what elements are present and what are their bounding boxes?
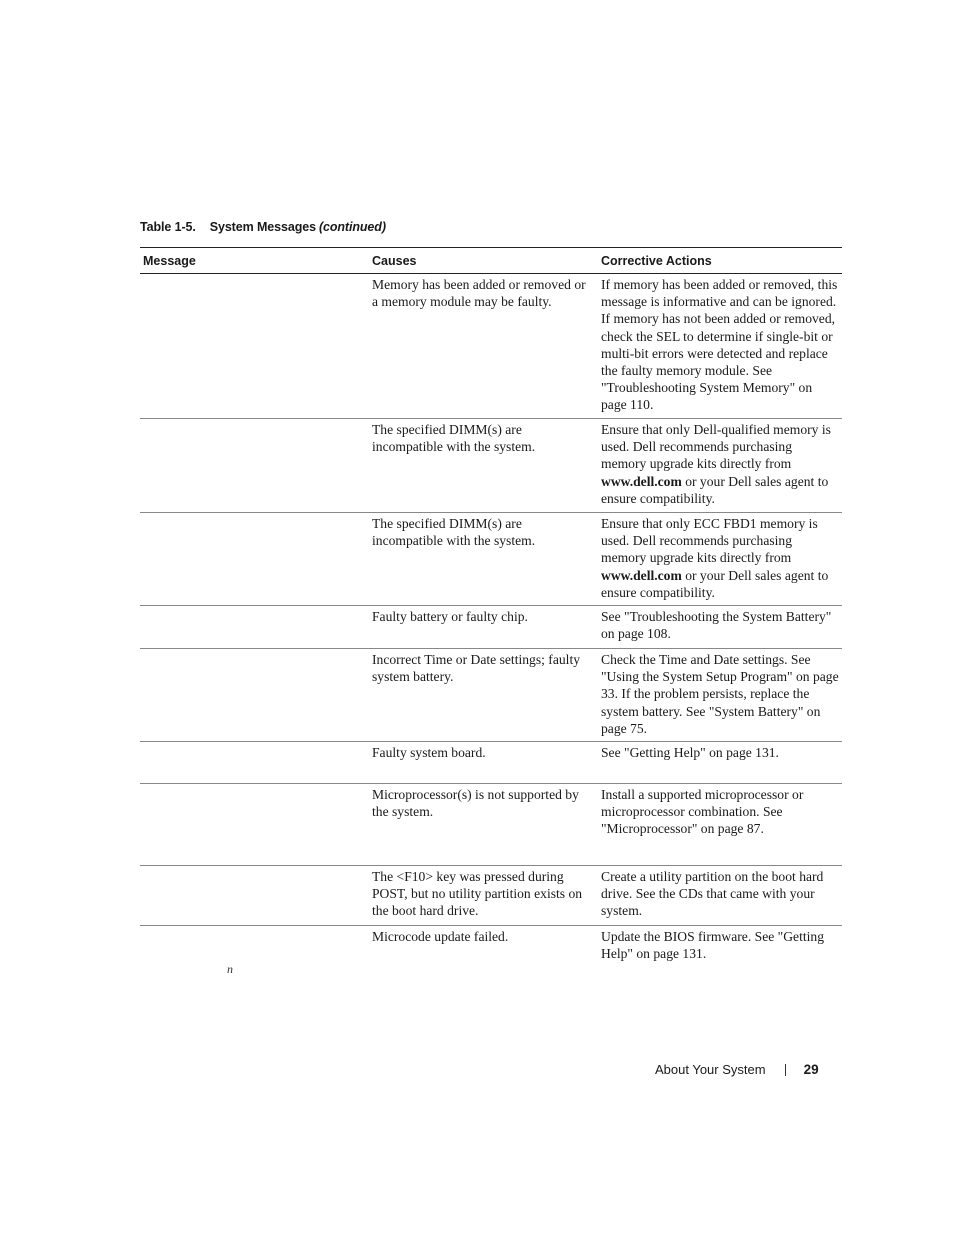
action-cell: If memory has been added or removed, this message is informative and can be ignored. If memory has not been added or removed, check the SEL to determine if single-bit or multi-bit errors were detected and replace the faulty memory module. See "Troubleshooting System Memory" on page 110. — [601, 277, 838, 413]
table-title: System Messages — [209, 220, 316, 234]
table-row — [140, 784, 842, 866]
dell-website-link[interactable]: www.dell.com — [601, 473, 682, 489]
stray-mark: n — [227, 962, 233, 976]
table-row — [140, 513, 842, 606]
action-text: or your Dell sales agent to ensure compatibility. — [601, 567, 829, 600]
cause-cell: The specified DIMM(s) are incompatible with the system. — [372, 422, 536, 455]
message-cell — [140, 928, 369, 976]
cause-cell: Microcode update failed. — [372, 929, 509, 944]
table-header-row — [140, 248, 842, 274]
cause-cell: Microprocessor(s) is not supported by the system. — [372, 787, 579, 820]
cause-cell: Faulty system board. — [372, 745, 486, 760]
cause-cell: Memory has been added or removed or a memory module may be faulty. — [372, 277, 586, 310]
message-cell — [140, 421, 369, 512]
table-row — [140, 866, 842, 926]
table-row — [140, 606, 842, 649]
action-cell — [598, 515, 842, 605]
header-message: Message — [143, 253, 196, 268]
page-number: 29 — [803, 1062, 819, 1077]
header-corrective-actions: Corrective Actions — [601, 253, 712, 268]
table-row — [140, 274, 842, 419]
action-cell: Update the BIOS firmware. See "Getting Help" on page 131. — [601, 929, 824, 962]
message-cell — [140, 868, 369, 925]
table-row — [140, 649, 842, 742]
action-cell: See "Getting Help" on page 131. — [601, 745, 779, 760]
action-cell: Install a supported microprocessor or microprocessor combination. See "Microprocessor" on page 87. — [601, 787, 804, 837]
table-row — [140, 926, 842, 976]
action-cell: See "Troubleshooting the System Battery" on page 108. — [601, 609, 832, 642]
table-row — [140, 742, 842, 784]
action-cell — [598, 421, 842, 512]
cause-cell: Incorrect Time or Date settings; faulty system battery. — [372, 652, 581, 685]
page-footer — [655, 1062, 819, 1077]
message-cell — [140, 744, 369, 783]
table-continued: (continued) — [318, 220, 386, 234]
dell-website-link[interactable]: www.dell.com — [601, 567, 682, 583]
table-row — [140, 419, 842, 513]
message-cell — [140, 515, 369, 605]
cause-cell: The <F10> key was pressed during POST, but no utility partition exists on the boot hard drive. — [372, 869, 583, 919]
message-cell — [140, 276, 369, 418]
system-messages-table — [140, 247, 842, 976]
action-text: or your Dell sales agent to ensure compatibility. — [601, 473, 829, 506]
action-text: Ensure that only Dell-qualified memory is used. Dell recommends purchasing memory upgrade kits directly from — [601, 422, 831, 472]
table-number: Table 1-5. — [140, 220, 196, 234]
action-text: Ensure that only ECC FBD1 memory is used. Dell recommends purchasing memory upgrade kits directly from — [601, 516, 818, 566]
message-cell — [140, 608, 369, 648]
action-cell: Check the Time and Date settings. See "Using the System Setup Program" on page 33. If the problem persists, replace the system battery. See "System Battery" on page 75. — [601, 652, 839, 736]
cause-cell: The specified DIMM(s) are incompatible with the system. — [372, 516, 536, 549]
action-cell: Create a utility partition on the boot hard drive. See the CDs that came with your system. — [601, 869, 824, 919]
table-caption — [140, 220, 386, 234]
message-cell — [140, 651, 369, 741]
footer-divider — [785, 1064, 786, 1076]
message-cell — [140, 786, 369, 865]
header-causes: Causes — [372, 253, 417, 268]
cause-cell: Faulty battery or faulty chip. — [372, 609, 528, 624]
footer-section-title: About Your System — [655, 1062, 766, 1077]
